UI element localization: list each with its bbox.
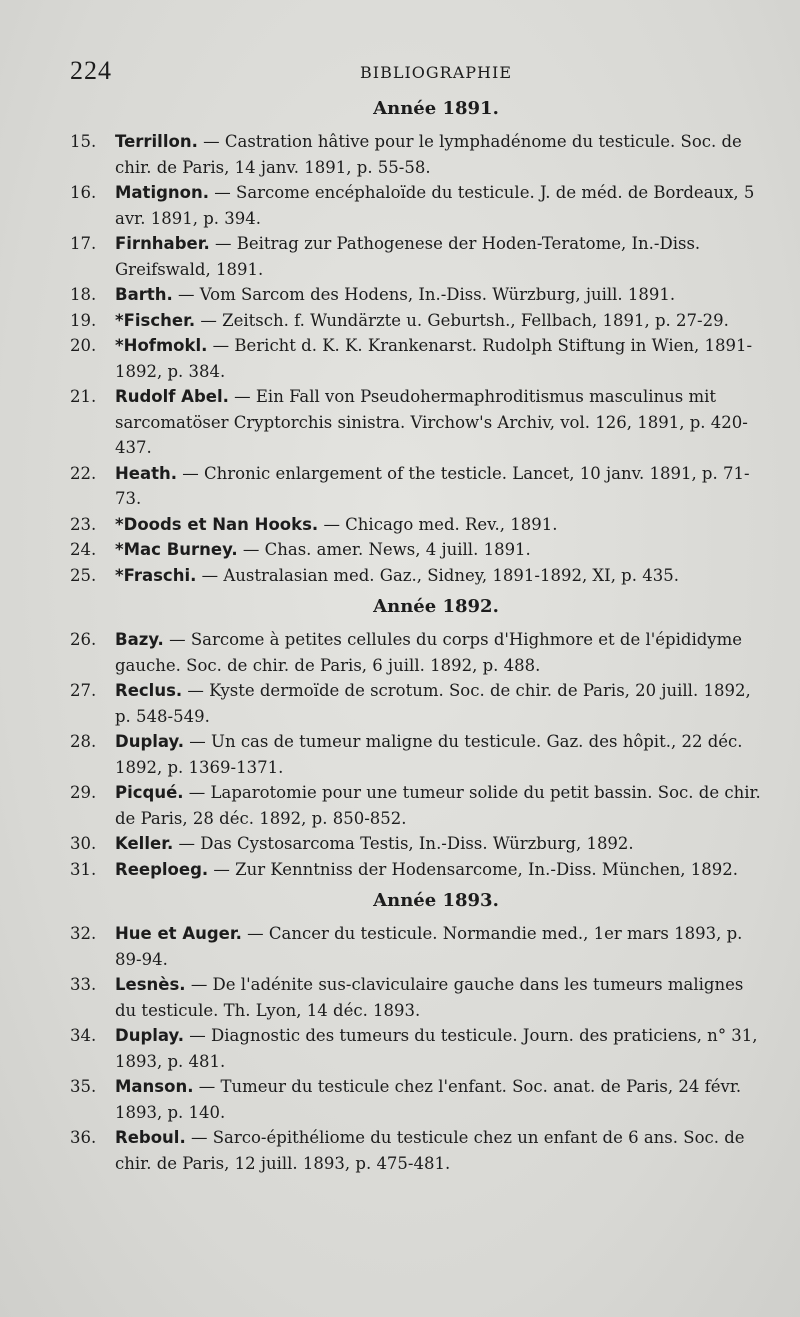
entry-text: — Chas. amer. News, 4 juill. 1891. (242, 540, 531, 559)
entry-text: — Zur Kenntniss der Hodensarcome, In.-Diss. München, 1892. (213, 859, 739, 879)
entry-number: 29. (70, 783, 97, 802)
bibliography-entry (70, 972, 762, 1023)
entry-text: — Castration hâtive pour le lymphadénome du testicule. Soc. de chir. de Paris, 14 janv. 1891, p. 55-58. (115, 132, 742, 177)
bibliography-entry (70, 627, 762, 678)
entry-author: Heath. (115, 463, 178, 483)
bibliography-entry (70, 780, 762, 831)
entry-author: *Fraschi. (115, 565, 197, 585)
entry-number: 20. (70, 336, 97, 355)
entry-author: Duplay. (115, 732, 185, 751)
entry-number: 17. (70, 234, 97, 253)
entry-text: — Sarcome à petites cellules du corps d'Highmore et de l'épididyme gauche. Soc. de chir. de Paris, 6 juill. 1892, p. 488. (115, 630, 743, 675)
entry-text: — Das Cystosarcoma Testis, In.-Diss. Würzburg, 1892. (178, 834, 634, 853)
entry-list (70, 129, 762, 588)
entry-number: 35. (70, 1077, 97, 1096)
entry-text: — Laparotomie pour une tumeur solide du petit bassin. Soc. de chir. de Paris, 28 déc. 1892, p. 850-852. (115, 783, 761, 828)
entry-author: *Hofmokl. (115, 336, 208, 355)
entry-number: 30. (70, 834, 97, 853)
bibliography-entry (70, 461, 762, 512)
bibliography-entry (70, 563, 762, 589)
bibliography-sections (70, 98, 762, 1176)
entry-author: *Mac Burney. (115, 540, 238, 559)
page-number: 224 (70, 56, 112, 85)
year-heading: Année 1893. (373, 890, 499, 911)
entry-author: Reboul. (115, 1128, 186, 1147)
bibliography-entry (70, 333, 762, 384)
bibliography-entry (70, 308, 762, 334)
entry-text: — Chicago med. Rev., 1891. (323, 514, 558, 534)
entry-text: — Vom Sarcom des Hodens, In.-Diss. Würzburg, juill. 1891. (178, 285, 676, 304)
entry-text: — Bericht d. K. K. Krankenarst. Rudolph Stiftung in Wien, 1891-1892, p. 384. (115, 336, 753, 381)
entry-author: Rudolf Abel. (115, 387, 229, 406)
entry-text: — Sarcome encéphaloïde du testicule. J. de méd. de Bordeaux, 5 avr. 1891, p. 394. (115, 183, 755, 228)
bibliography-entry (70, 1023, 762, 1074)
entry-number: 34. (70, 1026, 97, 1045)
bibliography-entry (70, 282, 762, 308)
entry-number: 36. (70, 1128, 97, 1147)
entry-author: Firnhaber. (115, 234, 210, 253)
entry-number: 26. (70, 630, 97, 649)
entry-text: — Beitrag zur Pathogenese der Hoden-Teratome, In.-Diss. Greifswald, 1891. (115, 234, 701, 279)
bibliography-entry (70, 1074, 762, 1125)
bibliography-entry (70, 729, 762, 780)
year-heading: Année 1891. (373, 98, 499, 119)
entry-author: Reeploeg. (115, 859, 209, 879)
bibliography-entry (70, 1125, 762, 1176)
entry-author: Manson. (115, 1077, 194, 1096)
entry-list (70, 921, 762, 1176)
entry-text: — Australasian med. Gaz., Sidney, 1891-1892, XI, p. 435. (201, 565, 679, 585)
entry-number: 23. (70, 514, 97, 534)
bibliography-entry (70, 537, 762, 563)
entry-author: *Doods et Nan Hooks. (115, 514, 319, 534)
entry-list (70, 627, 762, 882)
bibliography-entry (70, 231, 762, 282)
bibliography-entry (70, 831, 762, 857)
entry-number: 32. (70, 924, 97, 943)
entry-text: — Cancer du testicule. Normandie med., 1er mars 1893, p. 89-94. (115, 924, 743, 969)
running-head (70, 56, 762, 88)
entry-text: — Kyste dermoïde de scrotum. Soc. de chir. de Paris, 20 juill. 1892, p. 548-549. (115, 681, 751, 726)
entry-number: 21. (70, 387, 97, 406)
entry-number: 18. (70, 285, 97, 304)
bibliography-entry (70, 921, 762, 972)
entry-author: Matignon. (115, 183, 210, 202)
entry-text: — Chronic enlargement of the testicle. Lancet, 10 janv. 1891, p. 71-73. (115, 463, 750, 508)
entry-number: 27. (70, 681, 97, 700)
entry-author: Terrillon. (115, 132, 198, 151)
entry-text: — Tumeur du testicule chez l'enfant. Soc. anat. de Paris, 24 févr. 1893, p. 140. (115, 1077, 742, 1122)
entry-text: — Diagnostic des tumeurs du testicule. Journ. des praticiens, n° 31, 1893, p. 481. (115, 1026, 758, 1071)
entry-number: 15. (70, 132, 97, 151)
entry-number: 25. (70, 565, 97, 585)
entry-author: Bazy. (115, 630, 164, 649)
bibliography-entry (70, 857, 762, 883)
entry-author: Barth. (115, 285, 173, 304)
entry-text: — Un cas de tumeur maligne du testicule. Gaz. des hôpit., 22 déc. 1892, p. 1369-1371. (115, 732, 743, 777)
year-heading: Année 1892. (373, 596, 499, 617)
entry-author: Duplay. (115, 1026, 185, 1045)
entry-author: Lesnès. (115, 975, 186, 994)
entry-text: — Sarco-épithéliome du testicule chez un enfant de 6 ans. Soc. de chir. de Paris, 12 juill. 1893, p. 475-481. (115, 1128, 745, 1173)
entry-author: Reclus. (115, 681, 183, 700)
entry-text: — Ein Fall von Pseudohermaphroditismus masculinus mit sarcomatöser Cryptorchis sinistra. Virchow's Archiv, vol. 126, 1891, p. 420-437. (115, 387, 748, 457)
entry-number: 24. (70, 540, 97, 559)
entry-text: — De l'adénite sus-claviculaire gauche dans les tumeurs malignes du testicule. Th. Lyon, 14 déc. 1893. (115, 975, 744, 1020)
bibliography-entry (70, 129, 762, 180)
running-title: BIBLIOGRAPHIE (360, 63, 512, 82)
bibliography-entry (70, 384, 762, 461)
entry-number: 19. (70, 310, 97, 330)
entry-author: Keller. (115, 834, 174, 853)
entry-number: 33. (70, 975, 97, 994)
entry-author: Picqué. (115, 783, 184, 802)
bibliography-entry (70, 180, 762, 231)
entry-number: 16. (70, 183, 97, 202)
entry-author: *Fischer. (115, 310, 196, 330)
bibliography-entry (70, 678, 762, 729)
entry-number: 22. (70, 463, 97, 483)
entry-number: 28. (70, 732, 97, 751)
entry-number: 31. (70, 859, 97, 879)
bibliography-entry (70, 512, 762, 538)
entry-text: — Zeitsch. f. Wundärzte u. Geburtsh., Fellbach, 1891, p. 27-29. (200, 310, 729, 330)
entry-author: Hue et Auger. (115, 924, 242, 943)
